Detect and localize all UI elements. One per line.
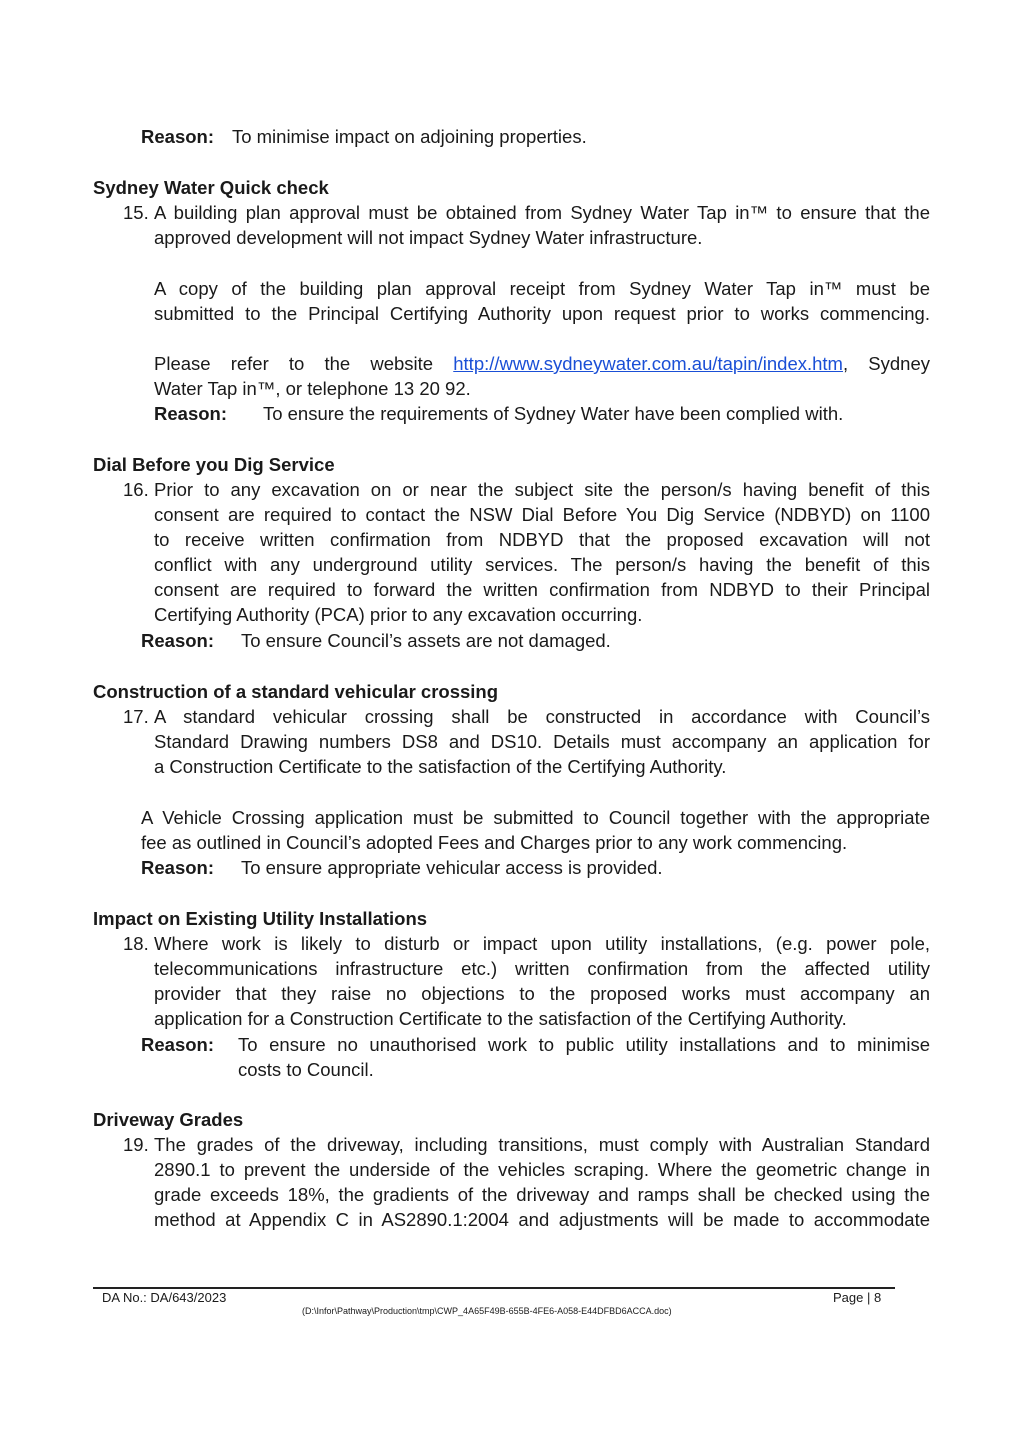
condition-number-15: 15. (123, 202, 149, 223)
condition-17-line-1: A standard vehicular crossing shall be constructed in accordance with Council’s (154, 706, 930, 727)
section-heading-vehicular-crossing: Construction of a standard vehicular crossing (93, 681, 499, 702)
footer-da-number: DA No.: DA/643/2023 (102, 1290, 227, 1305)
reason-text: To ensure Council’s assets are not damaged. (240, 630, 611, 651)
reason-text: To ensure the requirements of Sydney Water have been complied with. (262, 403, 844, 424)
condition-19-line-4: method at Appendix C in AS2890.1:2004 and adjustments will be made to accommodate (154, 1209, 930, 1230)
website-text: Please refer to the website (154, 353, 434, 374)
condition-19-line-3: grade exceeds 18%, the gradients of the driveway and ramps shall be checked using the (154, 1184, 930, 1205)
condition-15-line-2: approved development will not impact Sydney Water infrastructure. (154, 227, 703, 248)
condition-15-p3-line-2: Water Tap in™, or telephone 13 20 92. (154, 378, 471, 399)
condition-16-line-2: consent are required to contact the NSW Dial Before You Dig Service (NDBYD) on 1100 (154, 504, 930, 525)
condition-18-line-1: Where work is likely to disturb or impact upon utility installations, (e.g. power pole, (154, 933, 930, 954)
condition-18-line-2: telecommunications infrastructure etc.) written confirmation from the affected utility (154, 958, 930, 979)
footer-page-number: Page | 8 (833, 1290, 882, 1305)
condition-15-p2-line-2: submitted to the Principal Certifying Authority upon request prior to works commencing. (154, 303, 930, 324)
condition-18-line-4: application for a Construction Certificate to the satisfaction of the Certifying Authority. (154, 1008, 847, 1029)
reason-row-16 (141, 628, 611, 653)
condition-17-p2-line-2: fee as outlined in Council’s adopted Fees and Charges prior to any work commencing. (141, 832, 848, 853)
condition-18-line-3: provider that they raise no objections to the proposed works must accompany an (154, 983, 930, 1004)
sydney-water-link[interactable]: http://www.sydneywater.com.au/tapin/index.htm (453, 353, 843, 374)
condition-17-line-2: Standard Drawing numbers DS8 and DS10. Details must accompany an application for (154, 731, 930, 752)
reason-text: To minimise impact on adjoining properties. (231, 126, 587, 147)
condition-number-18: 18. (123, 933, 149, 954)
reason-row-15 (154, 401, 843, 426)
footer-rule (93, 1287, 895, 1289)
section-heading-sydney-water: Sydney Water Quick check (93, 177, 329, 198)
reason-row-17 (141, 855, 663, 880)
condition-17-p2-line-1: A Vehicle Crossing application must be submitted to Council together with the appropriate (141, 807, 930, 828)
condition-16-line-6: Certifying Authority (PCA) prior to any excavation occurring. (154, 604, 643, 625)
condition-15-p2-line-1: A copy of the building plan approval receipt from Sydney Water Tap in™ must be (154, 278, 930, 299)
section-heading-dial-before-you-dig: Dial Before you Dig Service (93, 454, 335, 475)
condition-19-line-2: 2890.1 to prevent the underside of the vehicles scraping. Where the geometric change in (154, 1159, 930, 1180)
reason-label: Reason: (154, 403, 227, 424)
condition-17-line-3: a Construction Certificate to the satisfaction of the Certifying Authority. (154, 756, 727, 777)
section-heading-driveway-grades: Driveway Grades (93, 1109, 244, 1130)
reason-label: Reason: (141, 630, 214, 651)
reason-text: To ensure appropriate vehicular access is provided. (240, 857, 663, 878)
condition-15-line-1: A building plan approval must be obtained from Sydney Water Tap in™ to ensure that the (154, 202, 930, 223)
footer-file-path: (D:\Infor\Pathway\Production\tmp\CWP_4A65F49B-655B-4FE6-A058-E44DFBD6ACCA.doc) (302, 1306, 672, 1316)
condition-number-16: 16. (123, 479, 149, 500)
section-heading-utility-installations: Impact on Existing Utility Installations (93, 908, 428, 929)
condition-19-line-1: The grades of the driveway, including transitions, must comply with Australian Standard (154, 1134, 930, 1155)
reason-row-14 (141, 124, 587, 149)
condition-number-19: 19. (123, 1134, 149, 1155)
condition-16-line-3: to receive written confirmation from NDBYD that the proposed excavation will not (154, 529, 930, 550)
reason-text-line-1: To ensure no unauthorised work to public utility installations and to minimise (238, 1034, 930, 1055)
condition-16-line-1: Prior to any excavation on or near the subject site the person/s having benefit of this (154, 479, 930, 500)
condition-number-17: 17. (123, 706, 149, 727)
reason-text-line-2: costs to Council. (238, 1059, 374, 1080)
reason-label: Reason: (141, 857, 214, 878)
reason-label: Reason: (141, 1034, 214, 1055)
reason-label: Reason: (141, 126, 214, 147)
website-text-post: , Sydney (842, 353, 930, 374)
condition-16-line-4: conflict with any underground utility services. The person/s having the benefit of this (154, 554, 930, 575)
condition-15-p3-line-1 (154, 351, 930, 376)
condition-16-line-5: consent are required to forward the written confirmation from NDBYD to their Principal (154, 579, 930, 600)
